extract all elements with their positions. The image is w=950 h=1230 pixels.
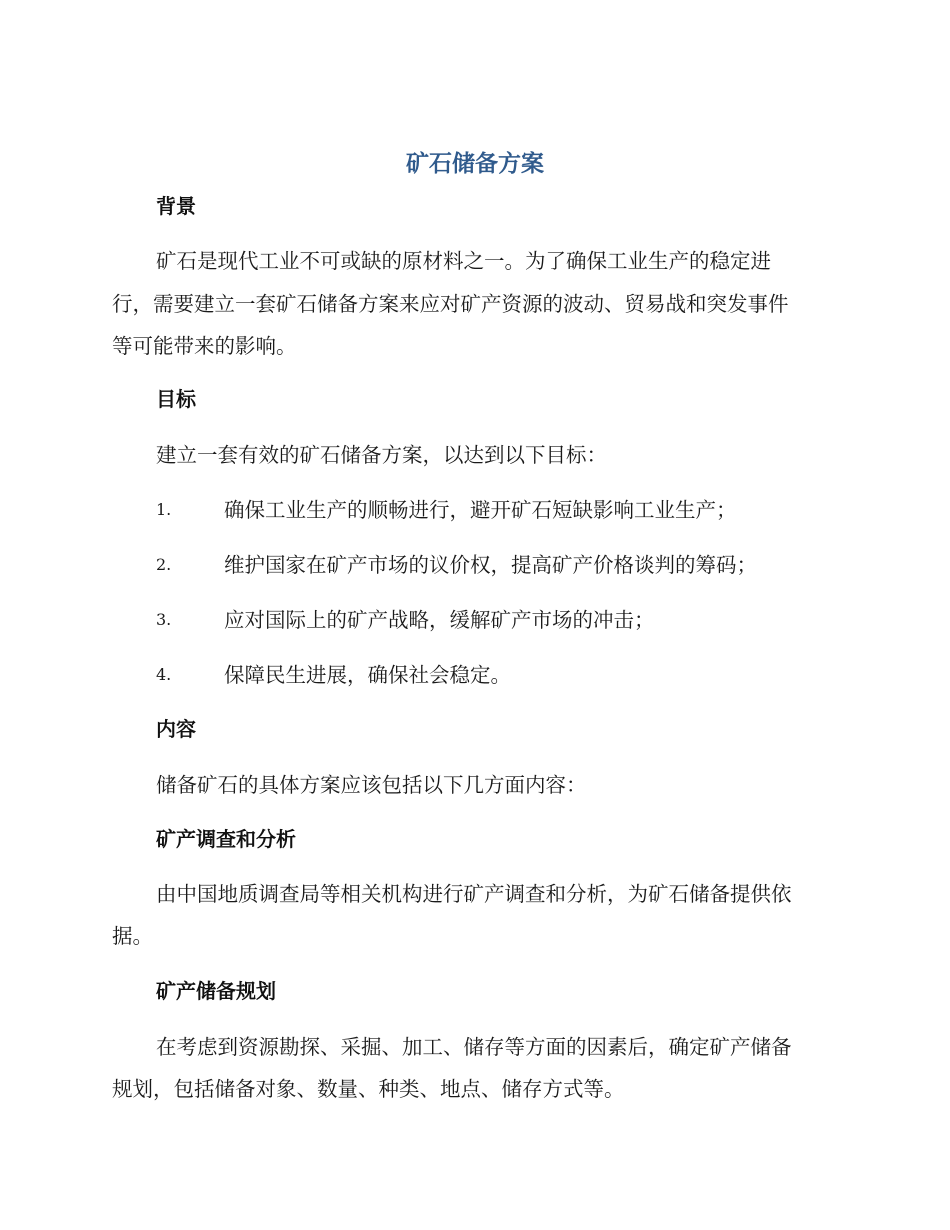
background-line-2: 行，需要建立一套矿石储备方案来应对矿产资源的波动、贸易战和突发事件	[112, 292, 789, 316]
list-number: 3.	[156, 610, 172, 629]
document-title: 矿石储备方案	[406, 151, 544, 177]
planning-line-2: 规划，包括储备对象、数量、种类、地点、储存方式等。	[112, 1077, 625, 1101]
section-heading-content: 内容	[156, 717, 196, 741]
list-text: 确保工业生产的顺畅进行，避开矿石短缺影响工业生产；	[224, 498, 737, 522]
background-line-3: 等可能带来的影响。	[112, 334, 297, 358]
section-heading-background: 背景	[156, 194, 196, 218]
list-text: 应对国际上的矿产战略，缓解矿产市场的冲击；	[224, 608, 655, 632]
list-number: 4.	[156, 665, 172, 684]
survey-line-2: 据。	[112, 924, 153, 948]
survey-line-1: 由中国地质调查局等相关机构进行矿产调查和分析，为矿石储备提供依	[156, 882, 792, 906]
list-number: 1.	[156, 500, 172, 519]
content-intro: 储备矿石的具体方案应该包括以下几方面内容：	[156, 773, 587, 797]
planning-line-1: 在考虑到资源勘探、采掘、加工、储存等方面的因素后，确定矿产储备	[156, 1035, 792, 1059]
list-text: 保障民生进展，确保社会稳定。	[224, 663, 511, 687]
section-heading-goals: 目标	[156, 387, 196, 411]
background-line-1: 矿石是现代工业不可或缺的原材料之一。为了确保工业生产的稳定进	[156, 249, 771, 273]
list-number: 2.	[156, 555, 172, 574]
list-text: 维护国家在矿产市场的议价权，提高矿产价格谈判的筹码；	[224, 553, 757, 577]
goals-intro: 建立一套有效的矿石储备方案，以达到以下目标：	[156, 443, 607, 467]
section-heading-survey: 矿产调查和分析	[156, 827, 296, 851]
section-heading-planning: 矿产储备规划	[156, 979, 276, 1003]
